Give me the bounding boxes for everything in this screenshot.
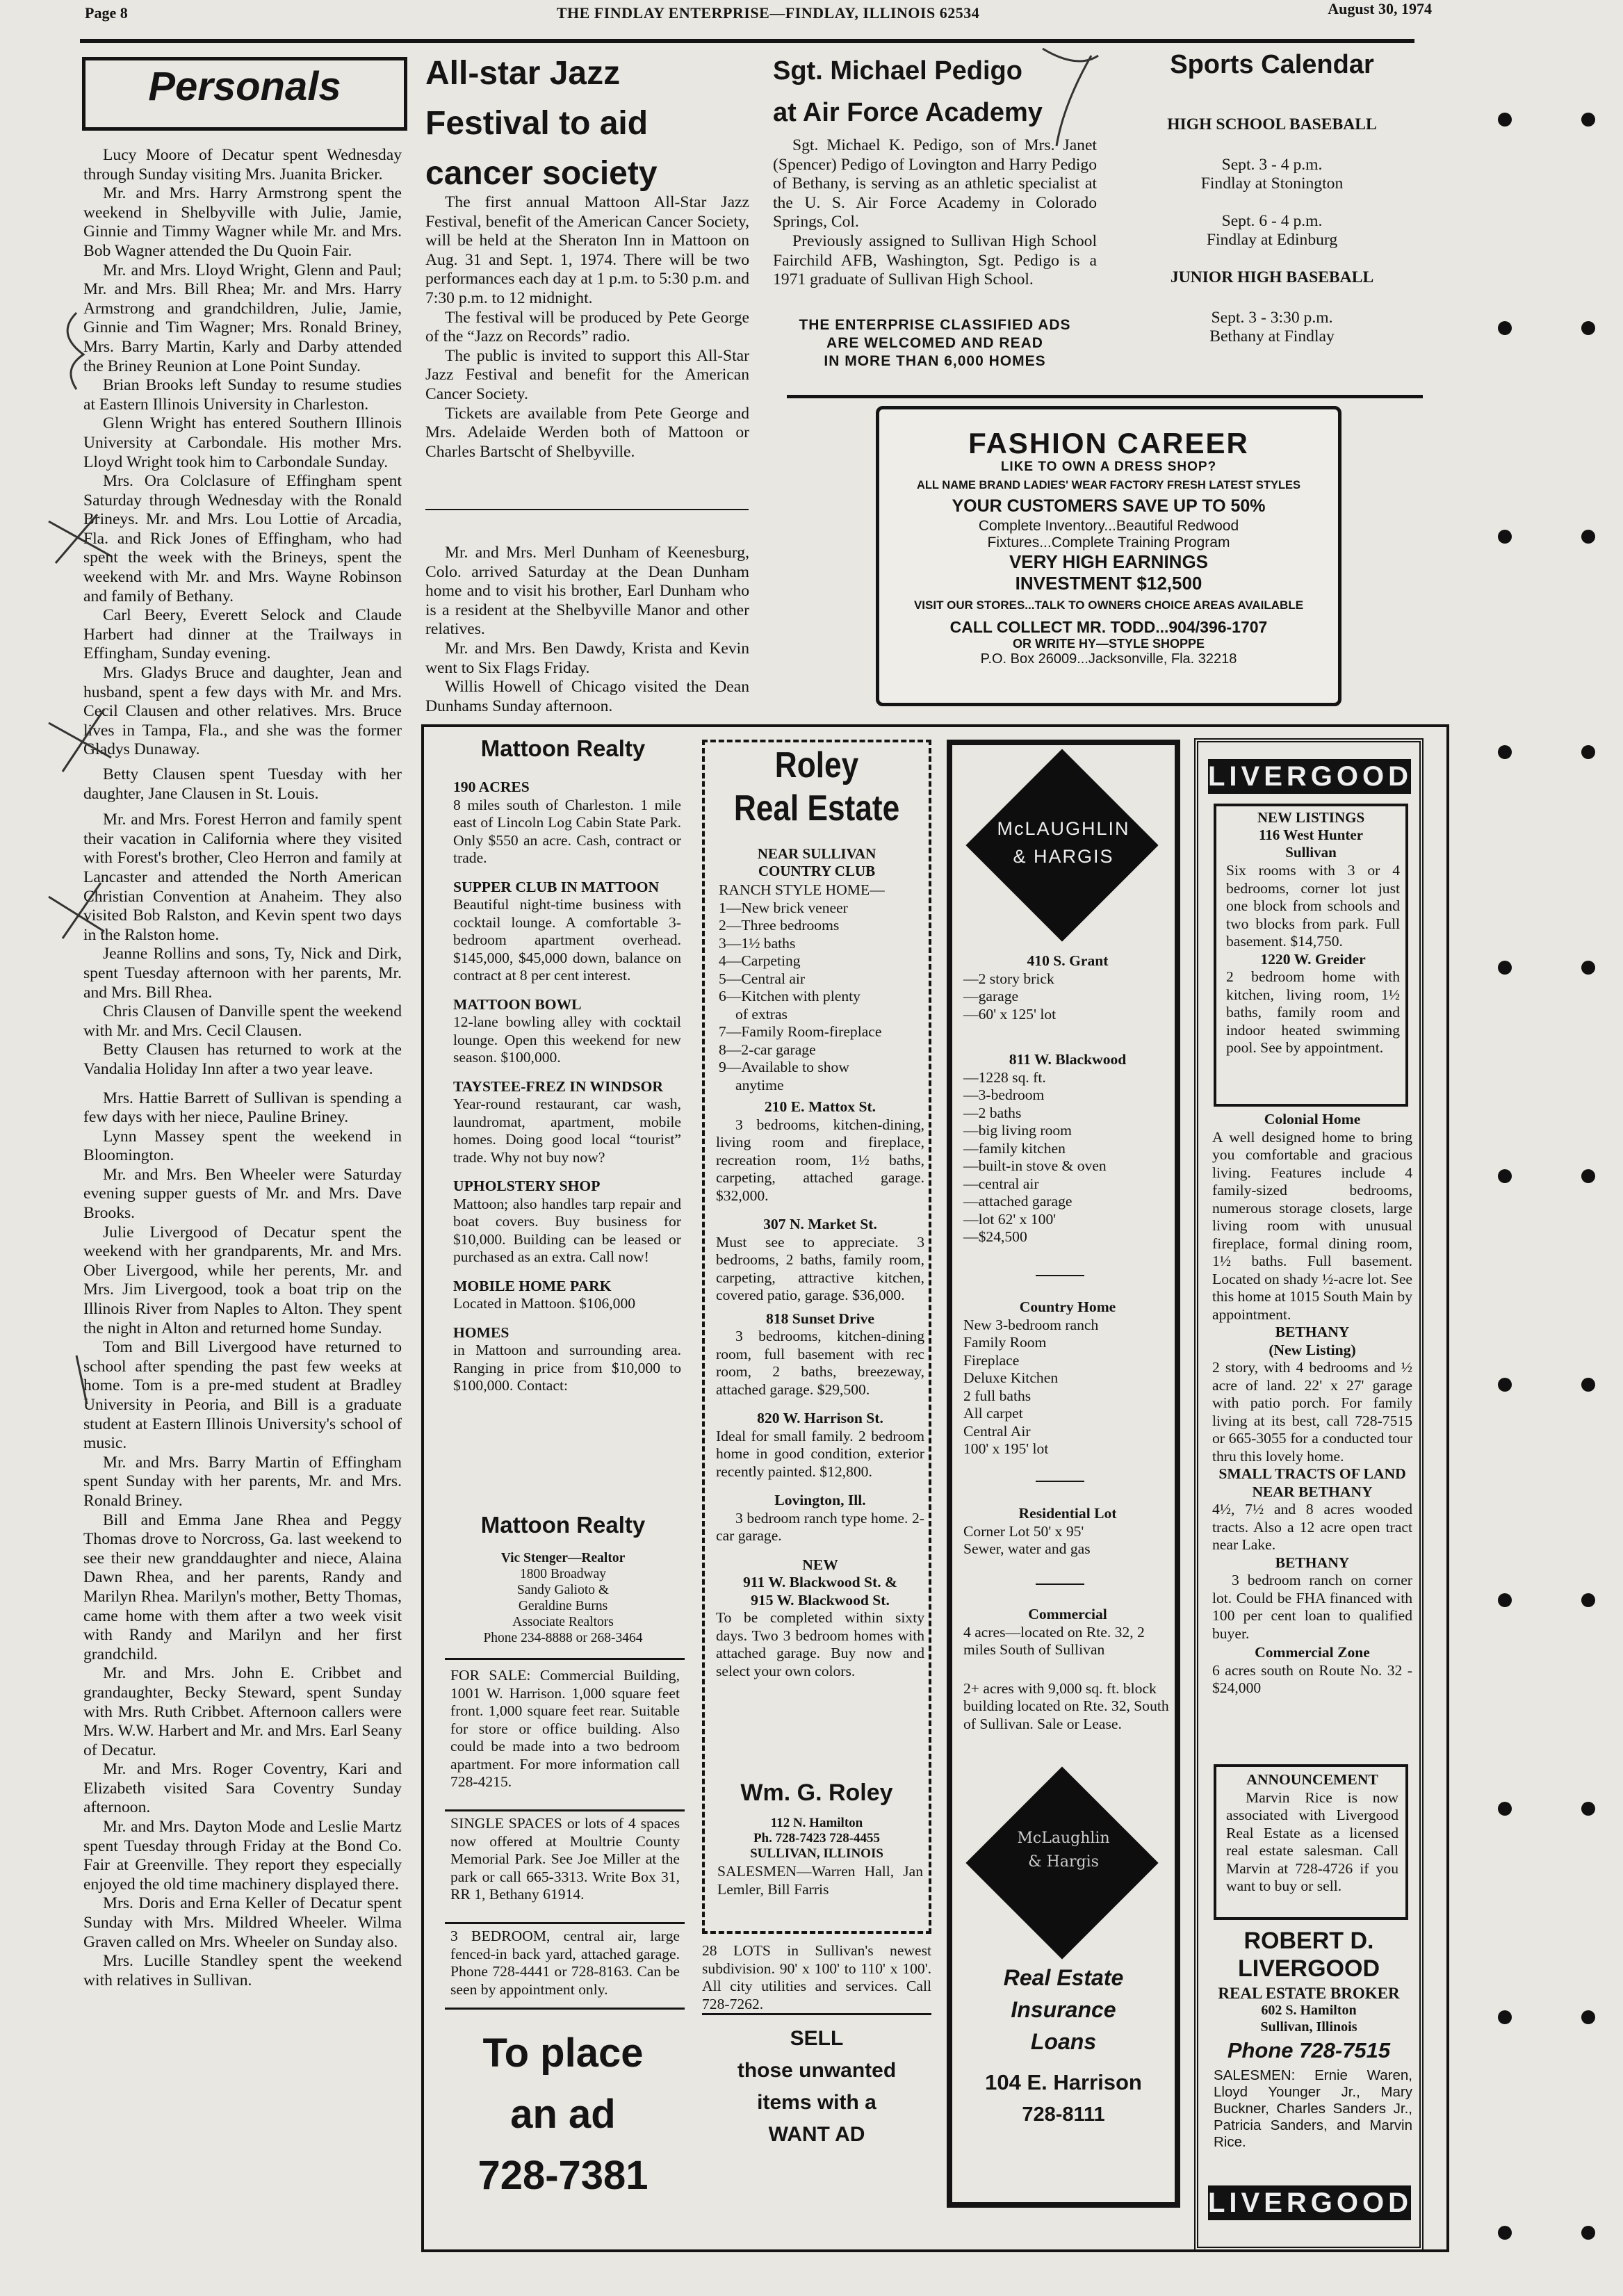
listing-head: BETHANY — [1275, 1324, 1350, 1340]
livergood-salesmen: SALESMEN: Ernie Waren, Lloyd Younger Jr., Mary Buckner, Charles Sanders Jr., Patricia Sanders, and Marvin Rice. — [1214, 2067, 1412, 2150]
binder-hole — [1581, 1169, 1595, 1183]
mattoon-title: Mattoon Realty — [480, 735, 646, 761]
three-bedroom-classified: 3 BEDROOM, central air, large fenced-in back yard, attached garage. Phone 728-4441 or 728-8163. Can be seen by appointment only. — [450, 1928, 680, 1998]
binder-hole — [1498, 2010, 1512, 2024]
divider — [445, 2008, 685, 2010]
listing-line: —big living room — [963, 1122, 1072, 1139]
listing-body: 6 acres south on Route No. 32 - $24,000 — [1212, 1661, 1412, 1696]
roley-listings — [716, 1098, 924, 1680]
promo-line: items with a — [757, 2091, 876, 2114]
roley-ranch-listing — [719, 881, 927, 1094]
service-line: Real Estate — [1003, 1965, 1124, 1990]
new-listings-heading — [1216, 809, 1405, 861]
broker-detail-line: 602 S. Hamilton — [1261, 2003, 1357, 2018]
livergood-phone: Phone 728-7515 — [1227, 2038, 1391, 2062]
broker-name — [1201, 1927, 1417, 1982]
want-ad-promo — [702, 2023, 931, 2151]
listing-head: 820 W. Harrison St. — [757, 1410, 883, 1426]
listing-head: Residential Lot — [1018, 1505, 1117, 1522]
sports-event-match: Findlay at Edinburg — [1206, 231, 1338, 250]
listing-body: in Mattoon and surrounding area. Ranging in price from $10,000 to $100,000. Contact: — [453, 1342, 681, 1394]
heading-line: NEW LISTINGS — [1257, 809, 1365, 826]
divider — [702, 2013, 931, 2015]
pencil-marks — [1036, 42, 1112, 153]
pedigo-paragraph: Previously assigned to Sullivan High School Fairchild AFB, Washington, Sgt. Pedigo is a 1971 graduate of Sullivan High School. — [773, 231, 1097, 289]
ad-line: INVESTMENT $12,500 — [1015, 573, 1202, 594]
mclaughlin-commercial — [963, 1606, 1172, 1733]
contact-line: 1800 Broadway — [519, 1567, 607, 1581]
contact-line: Vic Stenger—Realtor — [500, 1551, 626, 1565]
fashion-career-ad — [876, 406, 1341, 706]
promo-line: To place — [482, 2030, 644, 2076]
personals-item: Mrs. Ora Colclasure of Effingham spent Saturday through Wednesday with the Ronald Brineys. Mr. and Mrs. Lou Lottie of Arcadia, Fla. and Rick Jones of Effingham, who had spent the week with the Brineys, spent the weekend with Mr. and Mrs. Wayne Robinson and family of Bethany. — [83, 472, 402, 605]
jazz-paragraph: The public is invited to support this All-Star Jazz Festival and benefit for the American Cancer Society. — [425, 346, 749, 403]
announcement-body: Marvin Rice is now associated with Livergood Real Estate as a licensed real estate salesman. Call Marvin at 728-4726 if you want to buy or sell. — [1226, 1789, 1398, 1894]
listing-head: Commercial — [1028, 1606, 1107, 1622]
sports-event-match: Bethany at Findlay — [1209, 327, 1335, 346]
ad-line: YOUR CUSTOMERS SAVE UP TO 50% — [952, 496, 1266, 516]
binder-hole — [1498, 1593, 1512, 1607]
listing-head: SMALL TRACTS OF LAND NEAR BETHANY — [1218, 1465, 1406, 1500]
roley-title-line: Real Estate — [733, 788, 900, 829]
binder-hole — [1581, 321, 1595, 335]
listing-line: Fireplace — [963, 1351, 1020, 1369]
personals-item: Carl Beery, Everett Selock and Claude Harbert had dinner at the Trailways in Effingham, Sunday evening. — [83, 606, 402, 663]
listing-body: 12-lane bowling alley with cocktail lounge. Open this weekend for new season. $100,000. — [453, 1013, 681, 1066]
single-spaces-classified: SINGLE SPACES or lots of 4 spaces now offered at Moultrie County Memorial Park. See Joe Miller at the park or call 665-3313. Write Box 31, RR 1, Bethany 61914. — [450, 1815, 680, 1903]
logo-line: McLaughlin — [1017, 1830, 1110, 1847]
listing-head: (New Listing) — [1269, 1341, 1356, 1358]
divider — [1036, 1583, 1084, 1585]
listing-body: Six rooms with 3 or 4 bedrooms, corner lot just one block from schools and two blocks from park. Full basement. $14,750. — [1226, 862, 1400, 950]
classified-note-line: IN MORE THAN 6,000 HOMES — [824, 353, 1046, 369]
logo-line: & HARGIS — [1013, 846, 1114, 867]
roley-subtitle-line: NEAR SULLIVAN — [757, 845, 876, 862]
roley-salesmen: SALESMEN—Warren Hall, Jan Lemler, Bill Farris — [717, 1863, 923, 1898]
listing-head: 190 ACRES — [453, 779, 530, 795]
mclaughlin-logo — [954, 815, 1173, 870]
roley-title — [702, 744, 931, 830]
ranch-item: 8—2-car garage — [719, 1041, 816, 1058]
contact-line: Sandy Galioto & — [516, 1583, 610, 1597]
personals-item: Brian Brooks left Sunday to resume studies at Eastern Illinois University in Charleston. — [83, 376, 402, 414]
contact-line: Ph. 728-7423 728-4455 — [753, 1831, 881, 1846]
listing-line: —1228 sq. ft. — [963, 1068, 1046, 1086]
personals-item: Mr. and Mrs. Forest Herron and family spent their vacation in California where they visited with Forest's brother, Cleo Herron and family at Lancaster and attended the North American Christian Convention at Anaheim. They also visited Bob Ralston, and Kevin spent two days in the Ralston home. — [83, 811, 402, 944]
roley-subtitle — [702, 845, 931, 880]
listing-line: —2 story brick — [963, 970, 1054, 987]
listing-head: Lovington, Ill. — [774, 1492, 866, 1508]
listing-line: —built-in stove & oven — [963, 1157, 1107, 1174]
ranch-item: 7—Family Room-fireplace — [719, 1023, 882, 1040]
divider — [445, 1922, 685, 1924]
binder-hole — [1498, 321, 1512, 335]
livergood-listings — [1212, 1111, 1412, 1697]
ranch-head: RANCH STYLE HOME— — [719, 881, 885, 898]
personals-item: Mr. and Mrs. Barry Martin of Effingham spent Sunday with her parents, Mr. and Mrs. Ronald Briney. — [83, 1453, 402, 1510]
mclaughlin-listings — [963, 952, 1172, 1246]
listing-head: 1220 W. Greider — [1260, 950, 1366, 968]
ranch-item: 2—Three bedrooms — [719, 917, 840, 934]
listing-line: Sewer, water and gas — [963, 1540, 1091, 1557]
livergood-hunter — [1226, 862, 1400, 1057]
broker-line: ROBERT D. — [1243, 1928, 1374, 1954]
listing-body: Ideal for small family. 2 bedroom home in good condition, exterior recently painted. $12,800. — [716, 1427, 924, 1480]
ad-line: VISIT OUR STORES...TALK TO OWNERS CHOICE AREAS AVAILABLE — [913, 599, 1304, 612]
sports-event-match: Findlay at Stonington — [1200, 174, 1344, 193]
binder-hole — [1581, 1593, 1595, 1607]
personals-item: Mr. and Mrs. Roger Coventry, Kari and Elizabeth visited Sara Coventry Sunday afternoon. — [83, 1760, 402, 1817]
mclaughlin-phone: 728-8111 — [1022, 2103, 1105, 2126]
promo-line: SELL — [790, 2027, 844, 2050]
service-line: Insurance — [1011, 1997, 1116, 2022]
mclaughlin-country-home — [963, 1298, 1172, 1458]
listing-head: Colonial Home — [1264, 1111, 1361, 1127]
personals-item: Mrs. Lucille Standley spent the weekend with relatives in Sullivan. — [83, 1952, 402, 1989]
listing-body: 4½, 7½ and 8 acres wooded tracts. Also a 12 acre open tract near Lake. — [1212, 1501, 1412, 1553]
listing-line: Corner Lot 50' x 95' — [963, 1522, 1084, 1540]
listing-line: —2 baths — [963, 1104, 1022, 1121]
binder-hole — [1498, 745, 1512, 759]
ad-line: Complete Inventory...Beautiful Redwood — [978, 518, 1239, 534]
broker-detail-line: Sullivan, Illinois — [1260, 2019, 1357, 2035]
listing-body: 3 bedroom ranch on corner lot. Could be FHA financed with 100 per cent loan to qualified buyer. — [1212, 1572, 1412, 1642]
listing-head: BETHANY — [1275, 1554, 1350, 1571]
personals-item: Mr. and Mrs. John E. Cribbet and grandaughter, Becky Steward, spent Sunday with Mrs. Ruth Cribbet. Afternoon callers were Mrs. W.W. Harbert and Mr. and Mrs. Earl Seany of Decatur. — [83, 1664, 402, 1759]
contact-line: Geraldine Burns — [518, 1599, 608, 1613]
mclaughlin-address: 104 E. Harrison — [985, 2070, 1142, 2094]
listing-line: —garage — [963, 988, 1019, 1004]
dunham-paragraph: Mr. and Mrs. Ben Dawdy, Krista and Kevin went to Six Flags Friday. — [425, 639, 749, 677]
promo-line: an ad — [510, 2092, 616, 2137]
ad-line: VERY HIGH EARNINGS — [1009, 551, 1209, 572]
jazz-paragraph: Tickets are available from Pete George and Mrs. Adelaide Werden both of Mattoon or Charles Bartscht of Shelbyville. — [425, 404, 749, 461]
roley-subtitle-line: COUNTRY CLUB — [758, 863, 876, 879]
listing-line: —lot 62' x 100' — [963, 1210, 1057, 1228]
listing-body: 2 bedroom home with kitchen, living room, 1½ baths, family room and indoor heated swimming pool. See by appointment. — [1226, 968, 1400, 1056]
listing-body: 3 bedrooms, kitchen-dining room, full basement with rec room, 2 baths, breezeway, attached garage. $29,500. — [716, 1328, 924, 1398]
mattoon-footer-title: Mattoon Realty — [480, 1512, 646, 1538]
personals-item: Chris Clausen of Danville spent the weekend with Mr. and Mrs. Cecil Clausen. — [83, 1002, 402, 1040]
lots-classified: 28 LOTS in Sullivan's newest subdivision. 90' x 100' to 110' x 100'. All city utilities and services. Call 728-7262. — [702, 1942, 931, 2012]
binder-hole — [1581, 113, 1595, 127]
listing-head: 410 S. Grant — [1027, 952, 1109, 969]
mclaughlin-logo-script — [954, 1827, 1173, 1874]
mattoon-listings — [453, 779, 681, 1395]
listing-head: HOMES — [453, 1324, 509, 1341]
ranch-item: 4—Carpeting — [719, 952, 801, 969]
listing-body: 3 bedroom ranch type home. 2-car garage. — [716, 1509, 924, 1544]
binder-hole — [1498, 113, 1512, 127]
sports-event-time: Sept. 3 - 4 p.m. — [1221, 155, 1323, 174]
binder-hole — [1498, 1378, 1512, 1392]
pedigo-headline-line: Sgt. Michael Pedigo — [773, 56, 1022, 86]
personals-header — [82, 57, 407, 131]
sports-event-time: Sept. 6 - 4 p.m. — [1221, 211, 1323, 230]
personals-item: Mrs. Gladys Bruce and daughter, Jean and husband, spent a few days with Mr. and Mrs. Cecil Clausen and other relatives. Mrs. Bruce lives in Tampa, Fla., and she was the former Gladys Dunaway. — [83, 664, 402, 759]
mattoon-contact — [445, 1550, 681, 1646]
roley-title-line: Roley — [774, 745, 859, 785]
classified-note-line: ARE WELCOMED AND READ — [826, 335, 1043, 351]
listing-line: 100' x 195' lot — [963, 1440, 1049, 1457]
personals-item: Jeanne Rollins and sons, Ty, Nick and Dirk, spent Tuesday afternoon with her parents, Mr. and Mrs. Bill Rhea. — [83, 945, 402, 1002]
personals-item: Mr. and Mrs. Lloyd Wright, Glenn and Paul; Mr. and Mrs. Bill Rhea; Mr. and Mrs. Harry Armstrong and grandchildren, Julie, Jamie, Ginnie and Tim Wagner; Mrs. Ronald Briney, Mrs. Barry Martin, Karly and Darby attended the Briney Reunion at Lone Point Sunday. — [83, 261, 402, 375]
ranch-item: anytime — [735, 1076, 784, 1093]
listing-line: —central air — [963, 1175, 1039, 1192]
broker-detail-line: REAL ESTATE BROKER — [1218, 1985, 1400, 2002]
listing-head: Country Home — [1019, 1298, 1116, 1315]
issue-date: August 30, 1974 — [1328, 0, 1432, 17]
jazz-headline-line: All-star Jazz — [425, 55, 621, 92]
ad-line: FASHION CAREER — [968, 427, 1249, 459]
listing-line: —60' x 125' lot — [963, 1005, 1057, 1023]
divider — [445, 1809, 685, 1811]
paper-title: THE FINDLAY ENTERPRISE—FINDLAY, ILLINOIS 62534 — [556, 4, 980, 22]
contact-line: Associate Realtors — [512, 1615, 614, 1629]
ad-line: ALL NAME BRAND LADIES' WEAR FACTORY FRESH LATEST STYLES — [916, 479, 1301, 491]
ad-line: Fixtures...Complete Training Program — [987, 535, 1230, 551]
promo-line: WANT AD — [768, 2123, 865, 2146]
personals-item: Glenn Wright has entered Southern Illinois University at Carbondale. His mother Mrs. Lloyd Wright took him to Carbondale Sunday. — [83, 414, 402, 471]
jazz-paragraph: The festival will be produced by Pete George of the “Jazz on Records” radio. — [425, 308, 749, 346]
livergood-banner: LIVERGOOD — [1208, 2185, 1411, 2220]
listing-line: All carpet — [963, 1405, 1023, 1422]
listing-line: 4 acres—located on Rte. 32, 2 miles South of Sullivan — [963, 1623, 1145, 1658]
service-line: Loans — [1030, 2029, 1097, 2054]
binder-hole — [1581, 530, 1595, 544]
livergood-announcement — [1226, 1771, 1398, 1896]
binder-hole — [1498, 530, 1512, 544]
sports-event-time: Sept. 3 - 3:30 p.m. — [1211, 308, 1333, 327]
listing-head: UPHOLSTERY SHOP — [453, 1178, 601, 1194]
listing-line: New 3-bedroom ranch — [963, 1316, 1099, 1333]
listing-head: MATTOON BOWL — [453, 995, 582, 1013]
announcement-head: ANNOUNCEMENT — [1246, 1771, 1378, 1788]
ranch-item: 6—Kitchen with plenty — [719, 988, 861, 1004]
binder-hole — [1581, 1802, 1595, 1816]
listing-body: 2 story, with 4 bedrooms and ½ acre of land. 22' x 27' garage with patio porch. For family living at its best, call 728-7515 or 665-3055 for a conducted tour thru this lovely home. — [1212, 1359, 1412, 1465]
pedigo-paragraph: Sgt. Michael K. Pedigo, son of Mrs. Janet (Spencer) Pedigo of Lovington and Harry Pedigo of Bethany, is serving as an athletic specialist at the U. S. Air Force Academy in Colorado Springs, Col. — [773, 136, 1097, 231]
listing-body: 3 bedrooms, kitchen-dining, living room and fireplace, recreation room, 1½ baths, carpeting, attached garage. $32,000. — [716, 1116, 924, 1204]
binder-hole — [1498, 1802, 1512, 1816]
listing-line: —family kitchen — [963, 1139, 1066, 1157]
dunham-paragraph: Willis Howell of Chicago visited the Dean Dunhams Sunday afternoon. — [425, 678, 749, 715]
logo-line: & Hargis — [1028, 1853, 1099, 1871]
divider — [1036, 1275, 1084, 1276]
roley-name: Wm. G. Roley — [740, 1780, 893, 1806]
pedigo-headline-line: at Air Force Academy — [773, 98, 1043, 127]
listing-line: —attached garage — [963, 1193, 1073, 1210]
ranch-item: 9—Available to show — [719, 1059, 849, 1075]
ranch-item: 3—1½ baths — [719, 934, 796, 952]
divider — [445, 1658, 685, 1660]
page-number: Page 8 — [85, 4, 128, 22]
classified-note — [773, 316, 1097, 371]
listing-body: Must see to appreciate. 3 bedrooms, 2 baths, family room, carpeting, attractive kitchen, covered patio, garage. $36,000. — [716, 1233, 924, 1303]
personals-item: Tom and Bill Livergood have returned to school after spending the past few weeks at home. Tom is a pre-med student at Bradley University in Peoria, and Bill is a graduate student at Eastern Illinois University's school of music. — [83, 1338, 402, 1453]
personals-item: Julie Livergood of Decatur spent the weekend with her grandparents, Mr. and Mrs. Ober Livergood, while her perents, Mr. and Mrs. Jim Livergood, took a boat trip on the Illinois River from Naples to Alton. They spent the night in Alton and returned home Sunday. — [83, 1223, 402, 1337]
listing-line: —3-bedroom — [963, 1086, 1045, 1103]
listing-body: Beautiful night-time business with cocktail lounge. A comfortable 3-bedroom apartment overhead. $145,000, $45,000 down, balance on contract at 8 per cent interest. — [453, 896, 681, 984]
listing-head: Commercial Zone — [1255, 1644, 1370, 1661]
mclaughlin-services — [954, 1962, 1173, 2058]
jazz-headline-line: Festival to aid — [425, 105, 649, 142]
listing-head: NEW 911 W. Blackwood St. & 915 W. Blackwood St. — [743, 1556, 897, 1609]
logo-line: McLAUGHLIN — [997, 818, 1130, 839]
promo-phone: 728-7381 — [478, 2153, 649, 2198]
listing-head: 307 N. Market St. — [763, 1216, 877, 1232]
classified-note-line: THE ENTERPRISE CLASSIFIED ADS — [799, 317, 1071, 333]
personals-column — [83, 146, 402, 1990]
binder-hole — [1498, 961, 1512, 975]
broker-line: LIVERGOOD — [1237, 1955, 1380, 1982]
binder-hole — [1498, 2226, 1512, 2240]
livergood-banner: LIVERGOOD — [1208, 759, 1411, 794]
masthead-rule — [80, 39, 1414, 43]
ad-line: LIKE TO OWN A DRESS SHOP? — [1000, 459, 1217, 474]
listing-body: To be completed within sixty days. Two 3 bedroom homes with attached garage. Buy now and select your own colors. — [716, 1609, 924, 1679]
listing-head: 818 Sunset Drive — [766, 1310, 874, 1327]
ad-line: P.O. Box 26009...Jacksonville, Fla. 32218 — [980, 651, 1237, 667]
for-sale-classified: FOR SALE: Commercial Building, 1001 W. Harrison. 1,000 square feet front. 1,000 square feet rear. Suitable for store or office building. Also could be made into a two bedroom apartment. For more information call 728-4215. — [450, 1667, 680, 1790]
personals-item: Betty Clausen has returned to work at the Vandalia Holiday Inn after a two year leave. — [83, 1041, 402, 1078]
roley-contact — [702, 1816, 931, 1862]
personals-item: Mr. and Mrs. Dayton Mode and Leslie Martz spent Tuesday through Friday at the Bond Co. Fair at Greenville. They report they especially enjoyed the old time machinery displayed there. — [83, 1818, 402, 1894]
binder-hole — [1581, 1378, 1595, 1392]
contact-line: SULLIVAN, ILLINOIS — [750, 1846, 883, 1861]
personals-item: Mr. and Mrs. Ben Wheeler were Saturday evening supper guests of Mr. and Mrs. Dave Brooks. — [83, 1165, 402, 1223]
pedigo-article — [773, 136, 1097, 290]
jazz-paragraph: The first annual Mattoon All-Star Jazz Festival, benefit of the American Cancer Society, will be held at the Sheraton Inn in Mattoon on Aug. 31 and Sept. 1, 1974. There will be two performances each day at 1 p.m. to 5:30 p.m. and 7:30 p.m. to 12 midnight. — [425, 193, 749, 307]
ranch-item: 1—New brick veneer — [719, 899, 848, 916]
mclaughlin-residential-lot — [963, 1505, 1172, 1558]
listing-body: Mattoon; also handles tarp repair and boat covers. Buy business for $10,000. Building can be leased or purchased as an extra. Call now! — [453, 1195, 681, 1265]
listing-body: Year-round restaurant, car wash, laundromat, apartment, mobile homes. Doing good local “tourist” trade. Why not buy now? — [453, 1096, 681, 1166]
listing-line: —$24,500 — [963, 1228, 1027, 1245]
promo-line: those unwanted — [737, 2059, 897, 2082]
sports-calendar — [1133, 115, 1411, 347]
listing-head: TAYSTEE-FREZ IN WINDSOR — [453, 1077, 663, 1095]
place-ad-promo — [445, 2023, 681, 2206]
listing-head: SUPPER CLUB IN MATTOON — [453, 878, 660, 895]
listing-body: Located in Mattoon. $106,000 — [453, 1295, 636, 1312]
binder-hole — [1498, 1169, 1512, 1183]
binder-hole — [1581, 2226, 1595, 2240]
jazz-headline — [425, 49, 752, 199]
ad-line: CALL COLLECT MR. TODD...904/396-1707 — [949, 618, 1268, 636]
listing-body: 8 miles south of Charleston. 1 mile east of Lincoln Log Cabin State Park. Only $550 an acre. Cash, contract or trade. — [453, 796, 681, 866]
pencil-marks — [35, 292, 118, 1404]
sports-section-heading: JUNIOR HIGH BASEBALL — [1170, 268, 1374, 286]
listing-line: Deluxe Kitchen — [963, 1369, 1059, 1386]
listing-head: 210 E. Mattox St. — [764, 1098, 876, 1115]
sports-title: Sports Calendar — [1170, 50, 1374, 79]
listing-line: Central Air — [963, 1422, 1031, 1440]
personals-item: Lynn Massey spent the weekend in Bloomington. — [83, 1127, 402, 1165]
ranch-item: 5—Central air — [719, 970, 806, 987]
jazz-headline-line: cancer society — [425, 155, 658, 192]
binder-hole — [1581, 961, 1595, 975]
listing-head: 811 W. Blackwood — [1009, 1051, 1127, 1068]
personals-item: Mr. and Mrs. Harry Armstrong spent the weekend in Shelbyville with Julie, Jamie, Ginnie and Timmy Wagner while Mr. and Mrs. Bob Wagner attended the Du Quoin Fair. — [83, 184, 402, 260]
personals-item: Mrs. Doris and Erna Keller of Decatur spent Sunday with Mrs. Mildred Wheeler. Wilma Graven called on Mrs. Wheeler on Sunday also. — [83, 1894, 402, 1951]
dunham-article — [425, 544, 749, 716]
contact-line: 112 N. Hamilton — [770, 1816, 863, 1830]
heading-line: Sullivan — [1285, 844, 1337, 861]
jazz-article — [425, 193, 749, 462]
section-rule — [787, 395, 1423, 398]
personals-item: Mrs. Hattie Barrett of Sullivan is spending a few days with her niece, Pauline Briney. — [83, 1089, 402, 1127]
listing-line: 2 full baths — [963, 1387, 1031, 1404]
personals-item: Lucy Moore of Decatur spent Wednesday through Sunday visiting Mrs. Juanita Bricker. — [83, 146, 402, 184]
personals-item: Betty Clausen spent Tuesday with her daughter, Jane Clausen in St. Louis. — [83, 765, 402, 803]
listing-line: 2+ acres with 9,000 sq. ft. block building located on Rte. 32, South of Sullivan. Sale or Lease. — [963, 1679, 1169, 1732]
listing-head: MOBILE HOME PARK — [453, 1277, 612, 1294]
listing-body: A well designed home to bring you comfortable and gracious living. Features include 4 family-sized bedrooms, numerous storage closets, large living room with unusual fireplace, formal dining room, 1½ baths. Full basement. Located on shady ½-acre lot. See this home at 1015 South Main by appointment. — [1212, 1128, 1412, 1323]
dunham-paragraph: Mr. and Mrs. Merl Dunham of Keenesburg, Colo. arrived Saturday at the Dean Dunham home and to visit his brother, Earl Dunham who is a resident at the Shelbyville Manor and other relatives. — [425, 544, 749, 639]
listing-line: Family Room — [963, 1334, 1047, 1351]
broker-details — [1201, 1985, 1417, 2035]
personals-item: Bill and Emma Jane Rhea and Peggy Thomas drove to Norcross, Ga. last weekend to see their new granddaughter and niece, Alaina Dawn Rhea, and her parents, Randy and Marilyn Rhea. Marilyn's mother, Betty Thomas, came home with them after a two week visit with Randy and Marilyn and her first grandchild. — [83, 1511, 402, 1663]
contact-line: Phone 234-8888 or 268-3464 — [483, 1631, 643, 1645]
sports-section-heading: HIGH SCHOOL BASEBALL — [1167, 115, 1377, 133]
ranch-item: of extras — [735, 1005, 788, 1023]
divider — [1036, 1481, 1084, 1482]
divider — [425, 509, 749, 510]
binder-hole — [1581, 745, 1595, 759]
binder-hole — [1581, 2010, 1595, 2024]
heading-line: 116 West Hunter — [1258, 827, 1364, 843]
personals-title: Personals — [148, 64, 341, 109]
ad-line: OR WRITE HY—STYLE SHOPPE — [1012, 637, 1205, 651]
